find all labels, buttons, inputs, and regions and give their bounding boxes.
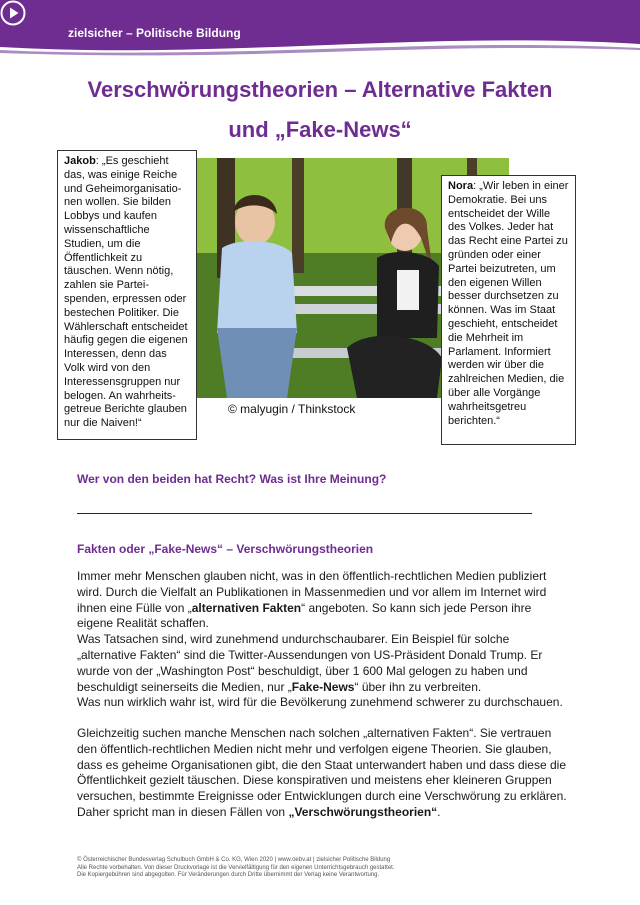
bold-term: Fake-News — [291, 679, 355, 694]
footer-line: Alle Rechte vorbehalten. Von dieser Druckvorlage ist die Vervielfältigung für den eigenen Unterrichtsgebrauch gestattet. — [77, 864, 395, 871]
answer-line — [77, 513, 532, 514]
quote-text: : „Es geschieht das, was einige Reiche und Geheimorganisatio-nen wollen. Sie bilden Lobbys und kaufen wissenschaftliche Studien, um die Öffentlichkeit zu täuschen. Wenn nötig, zahlen sie Partei-spenden, erpressen oder bestechen Politiker. Die Wählerschaft entscheidet häufig gegen die eigenen Interessen, denn das Volk wird von den Interessensgruppen nur belogen. An wahrheits-getreue Berichte glauben nur die Naiven!“ — [64, 155, 188, 430]
play-circle-icon — [0, 0, 26, 26]
text-run: “ angeboten. So kann sich jede Person ihre eigene Realität schaffen. — [77, 600, 532, 631]
speaker-name: Jakob — [64, 155, 96, 167]
bold-term: alternativen Fakten — [191, 600, 302, 615]
quote-box-jakob — [57, 150, 197, 440]
page-title-line2: und „Fake-News“ — [228, 117, 412, 142]
text-run: Gleichzeitig suchen manche Menschen nach solchen „alternativen Fakten“. Sie vertrauen den öffentlich-rechtlichen Medien nicht mehr und verfolgen eigene Theorien. Sie glauben, dass es geheime Organisationen gibt, die den Staat unterwandert haben und dass diese die Öffentlichkeit gezielt täuschen. Diese konspirativen und meistens eher kleineren Gruppen versuchen, bestimmte Ereignisse oder Entwicklungen durch eine Verschwörung zu erklären. Daher spricht man in diesen Fällen von — [77, 726, 567, 819]
section-heading: Fakten oder „Fake-News“ – Verschwörungstheorien — [77, 542, 374, 556]
footer-line: Die Kopiergebühren sind abgegolten. Für Veränderungen durch Dritte übernimmt der Verlag keine Verantwortung. — [77, 872, 380, 878]
footer-line: © Österreichischer Bundesverlag Schulbuch GmbH & Co. KG, Wien 2020 | www.oebv.at | zielsicher Politische Bildung — [77, 857, 391, 863]
text-run: “ über ihn zu verbreiten. — [354, 679, 482, 694]
text-run: . — [437, 804, 441, 819]
page-title-line1: Verschwörungstheorien – Alternative Fakten — [87, 77, 553, 102]
paragraph-2 — [77, 726, 567, 821]
quote-box-nora — [441, 175, 576, 445]
text-run: Was Tatsachen sind, wird zunehmend undurchschaubarer. Ein Beispiel für solche „alternative Fakten“ sind die Twitter-Aussendungen von US-Präsident Donald Trump. Er wurde von der „Washington Post“ beschuldigt, über 1 600 Mal gelogen zu haben und beschuldigt seinerseits die Medien, nur „ — [77, 632, 543, 694]
speaker-name: Nora — [448, 180, 474, 192]
photo-caption: © malyugin / Thinkstock — [228, 402, 356, 416]
text-run: Immer mehr Menschen glauben nicht, was in den öffentlich-rechtlichen Medien publiziert wird. Durch die Vielfalt an Publikationen in Massenmedien und vor allem im Internet wird ihnen eine Fülle von „ — [77, 569, 547, 615]
question-heading: Wer von den beiden hat Recht? Was ist Ihre Meinung? — [77, 472, 387, 486]
quote-text: : „Wir leben in einer Demokratie. Bei uns entscheidet der Wille des Volkes. Jeder hat das Recht eine Partei zu gründen oder einer Partei beizutreten, um den eigenen Willen besser durchsetzen zu können. Was im Staat geschieht, entscheidet die Mehrheit im Parlament. Informiert werden wir über die zahlreichen Medien, die über alle Vorgänge wahrheitsgetreu berichten.“ — [448, 180, 569, 427]
header-band — [0, 0, 640, 58]
bold-term: „Verschwörungstheorien“ — [288, 804, 438, 819]
text-run: Was nun wirklich wahr ist, wird für die Bevölkerung zunehmend schwerer zu durchschauen. — [77, 695, 563, 710]
brand-name: zielsicher – Politische Bildung — [68, 26, 241, 40]
paragraph-1 — [77, 569, 567, 711]
footer-legal — [77, 857, 395, 880]
